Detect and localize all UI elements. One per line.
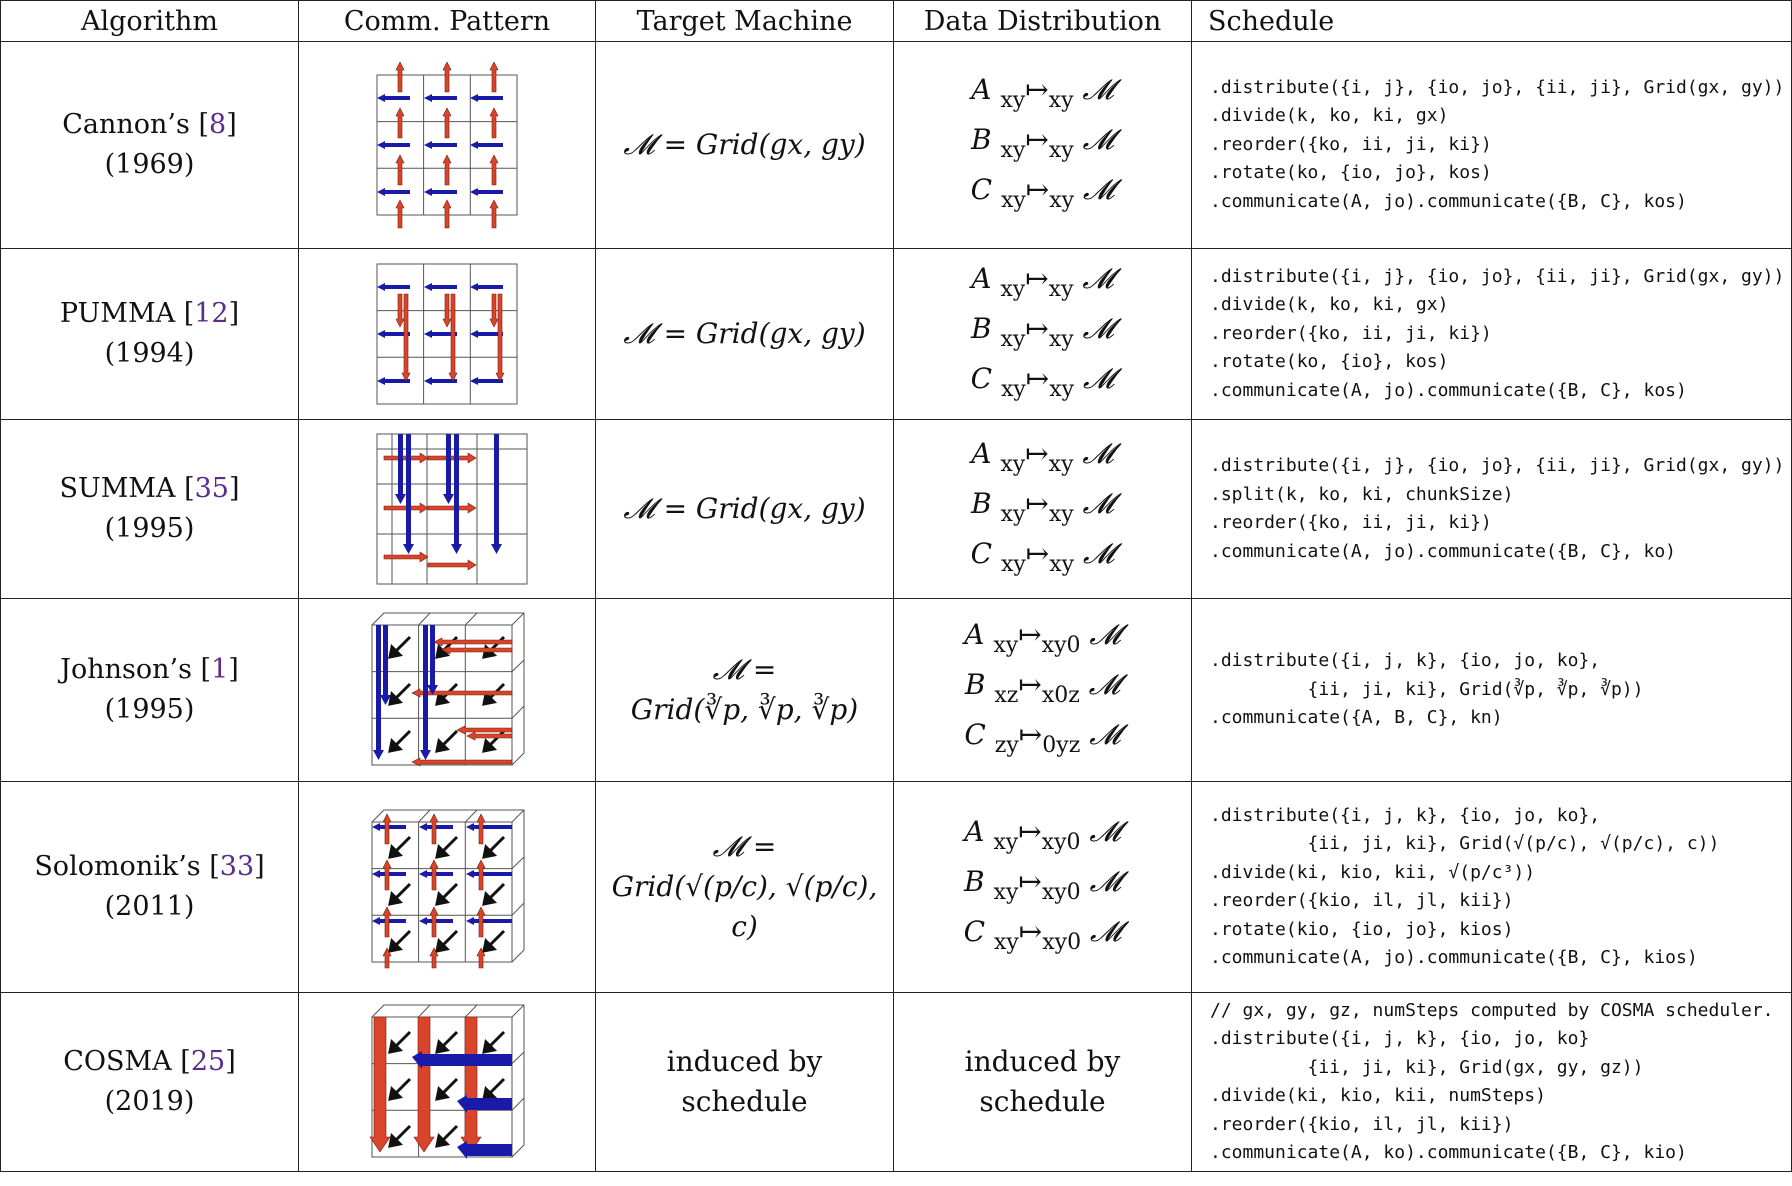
black-diagonal-arrows bbox=[390, 1032, 504, 1146]
algorithm-year: (1995) bbox=[104, 513, 195, 544]
pumma-pattern-diagram bbox=[362, 259, 532, 409]
comm-pattern-cell bbox=[299, 42, 596, 249]
algorithm-cell: Cannon’s [8] (1969) bbox=[1, 42, 299, 249]
distribution-line: C $_{xy}↦_{xy0}$ 𝓜 bbox=[963, 915, 1122, 955]
algorithm-year: (2011) bbox=[104, 891, 195, 922]
data-distribution-cell bbox=[894, 993, 1192, 1172]
red-thick-arrows bbox=[370, 1017, 481, 1152]
distribution-line: C $_{zy}↦_{0yz}$ 𝓜 bbox=[964, 718, 1121, 758]
schedule-cell: .distribute({i, j}, {io, jo}, {ii, ji}, Grid(gx, gy)) .divide(k, ko, ki, gx) .reorder({ko, ii, ji, ki}) .rotate(ko, {io, jo}, kos) .communicate(A, jo).communicate({B, C}, kos) bbox=[1192, 42, 1792, 249]
header-target-machine: Target Machine bbox=[596, 1, 894, 42]
distribution-line1: induced by bbox=[964, 1045, 1121, 1078]
distribution-line: A $_{xy}↦_{xy}$ 𝓜 bbox=[971, 437, 1114, 477]
algorithm-name: Johnson’s bbox=[60, 654, 192, 685]
header-row bbox=[1, 1, 1792, 42]
distribution-line: A $_{xy}↦_{xy0}$ 𝓜 bbox=[964, 618, 1121, 658]
data-distribution-cell bbox=[894, 599, 1192, 782]
cosma-pattern-diagram bbox=[362, 997, 532, 1167]
summa-pattern-diagram bbox=[362, 429, 532, 589]
distribution-line: A $_{xy}↦_{xy0}$ 𝓜 bbox=[964, 815, 1121, 855]
header-schedule: Schedule bbox=[1192, 1, 1792, 42]
algorithm-cell: PUMMA [12] (1994) bbox=[1, 249, 299, 420]
schedule-cell: .distribute({i, j}, {io, jo}, {ii, ji}, Grid(gx, gy)) .divide(k, ko, ki, gx) .reorder({ko, ii, ji, ki}) .rotate(ko, {io}, kos) .communicate(A, jo).communicate({B, C}, kos) bbox=[1192, 249, 1792, 420]
data-distribution-cell bbox=[894, 249, 1192, 420]
algorithm-name: Solomonik’s bbox=[34, 851, 201, 882]
target-machine-cell bbox=[596, 782, 894, 993]
comm-pattern-cell bbox=[299, 599, 596, 782]
distribution-line: C $_{xy}↦_{xy}$ 𝓜 bbox=[970, 362, 1115, 402]
header-algorithm: Algorithm bbox=[1, 1, 299, 42]
johnson-pattern-diagram bbox=[362, 605, 532, 775]
comm-pattern-cell bbox=[299, 420, 596, 599]
schedule-cell: .distribute({i, j, k}, {io, jo, ko}, {ii, ji, ki}, Grid(∛p, ∛p, ∛p)) .communicate({A, B, C}, kn) bbox=[1192, 599, 1792, 782]
target-machine-cell bbox=[596, 42, 894, 249]
blue-down-arrows bbox=[395, 434, 502, 554]
solomonik-pattern-diagram bbox=[362, 802, 532, 972]
citation-link[interactable]: 33 bbox=[219, 851, 255, 882]
schedule-cell: .distribute({i, j}, {io, jo}, {ii, ji}, Grid(gx, gy)) .split(k, ko, ki, chunkSize) .reorder({ko, ii, ji, ki}) .communicate(A, jo).communicate({B, C}, ko) bbox=[1192, 420, 1792, 599]
comm-pattern-cell bbox=[299, 993, 596, 1172]
machine-line1: 𝓜 = Grid(gx, gy) bbox=[623, 317, 866, 350]
distribution-line2: schedule bbox=[979, 1085, 1106, 1118]
distribution-line: A $_{xy}↦_{xy}$ 𝓜 bbox=[971, 262, 1114, 302]
schedule-cell: // gx, gy, gz, numSteps computed by COSMA scheduler. .distribute({i, j, k}, {io, jo, ko} {ii, ji, ki}, Grid(gx, gy, gz)) .divide(ki, kio, kii, numSteps) .reorder({kio, il, jl, kii}) .communicate(A, ko).communicate({B, C}, kio) bbox=[1192, 993, 1792, 1172]
algorithm-year: (1994) bbox=[104, 338, 195, 369]
distribution-line: B $_{xz}↦_{x0z}$ 𝓜 bbox=[964, 668, 1121, 708]
table-row bbox=[1, 993, 1792, 1172]
header-data-distribution: Data Distribution bbox=[894, 1, 1192, 42]
citation-link[interactable]: 1 bbox=[211, 654, 229, 685]
schedule-cell: .distribute({i, j, k}, {io, jo, ko}, {ii, ji, ki}, Grid(√(p/c), √(p/c), c)) .divide(ki, kio, kii, √(p/c³)) .reorder({kio, il, jl, kii}) .rotate(kio, {io, jo}, kios) .communicate(A, jo).communicate({B, C}, kios) bbox=[1192, 782, 1792, 993]
table-row bbox=[1, 782, 1792, 993]
algorithm-cell: COSMA [25] (2019) bbox=[1, 993, 299, 1172]
algorithm-name: SUMMA bbox=[59, 473, 176, 504]
machine-line1: 𝓜 = Grid(gx, gy) bbox=[623, 128, 866, 161]
distribution-line: C $_{xy}↦_{xy}$ 𝓜 bbox=[970, 537, 1115, 577]
algorithm-year: (1969) bbox=[104, 149, 195, 180]
algorithm-cell: Johnson’s [1] (1995) bbox=[1, 599, 299, 782]
target-machine-cell bbox=[596, 993, 894, 1172]
red-down-arrows bbox=[396, 294, 504, 381]
data-distribution-cell bbox=[894, 782, 1192, 993]
data-distribution-cell bbox=[894, 420, 1192, 599]
machine-line2: schedule bbox=[681, 1085, 808, 1118]
target-machine-cell bbox=[596, 249, 894, 420]
citation-link[interactable]: 8 bbox=[209, 109, 227, 140]
table-row bbox=[1, 420, 1792, 599]
distribution-line: B $_{xy}↦_{xy}$ 𝓜 bbox=[971, 487, 1114, 527]
cannon-pattern-diagram bbox=[362, 60, 532, 230]
machine-line1: 𝓜 = Grid(gx, gy) bbox=[623, 492, 866, 525]
citation-link[interactable]: 35 bbox=[194, 473, 229, 504]
distribution-line: B $_{xy}↦_{xy0}$ 𝓜 bbox=[964, 865, 1121, 905]
distribution-line: A $_{xy}↦_{xy}$ 𝓜 bbox=[971, 73, 1114, 113]
algorithm-name: PUMMA bbox=[59, 298, 176, 329]
comm-pattern-cell bbox=[299, 782, 596, 993]
machine-line1: 𝓜 = bbox=[712, 830, 777, 863]
table-row bbox=[1, 249, 1792, 420]
blue-left-arrows bbox=[377, 283, 503, 385]
red-up-arrows bbox=[383, 814, 485, 968]
algorithm-cell: Solomonik’s [33] (2011) bbox=[1, 782, 299, 993]
machine-line2: Grid(√(p/c), √(p/c), c) bbox=[611, 870, 878, 943]
machine-line1: 𝓜 = bbox=[712, 653, 777, 686]
header-comm-pattern: Comm. Pattern bbox=[299, 1, 596, 42]
algorithm-year: (2019) bbox=[104, 1086, 195, 1117]
algorithm-cell: SUMMA [35] (1995) bbox=[1, 420, 299, 599]
algorithm-name: Cannon’s bbox=[62, 109, 190, 140]
comm-pattern-cell bbox=[299, 249, 596, 420]
distribution-line: C $_{xy}↦_{xy}$ 𝓜 bbox=[970, 173, 1115, 213]
red-right-arrows bbox=[384, 453, 476, 570]
citation-link[interactable]: 12 bbox=[194, 298, 229, 329]
algorithm-name: COSMA bbox=[63, 1046, 172, 1077]
machine-line1: induced by bbox=[666, 1045, 823, 1078]
data-distribution-cell bbox=[894, 42, 1192, 249]
machine-line2: Grid(∛p, ∛p, ∛p) bbox=[630, 693, 859, 726]
table-row bbox=[1, 599, 1792, 782]
target-machine-cell bbox=[596, 420, 894, 599]
distribution-line: B $_{xy}↦_{xy}$ 𝓜 bbox=[971, 123, 1114, 163]
distribution-line: B $_{xy}↦_{xy}$ 𝓜 bbox=[971, 312, 1114, 352]
algorithm-year: (1995) bbox=[104, 694, 195, 725]
blue-left-arrows bbox=[372, 823, 512, 925]
target-machine-cell bbox=[596, 599, 894, 782]
black-diagonal-arrows bbox=[390, 837, 504, 951]
citation-link[interactable]: 25 bbox=[190, 1046, 226, 1077]
table-row bbox=[1, 42, 1792, 249]
blue-left-arrows bbox=[377, 94, 503, 196]
